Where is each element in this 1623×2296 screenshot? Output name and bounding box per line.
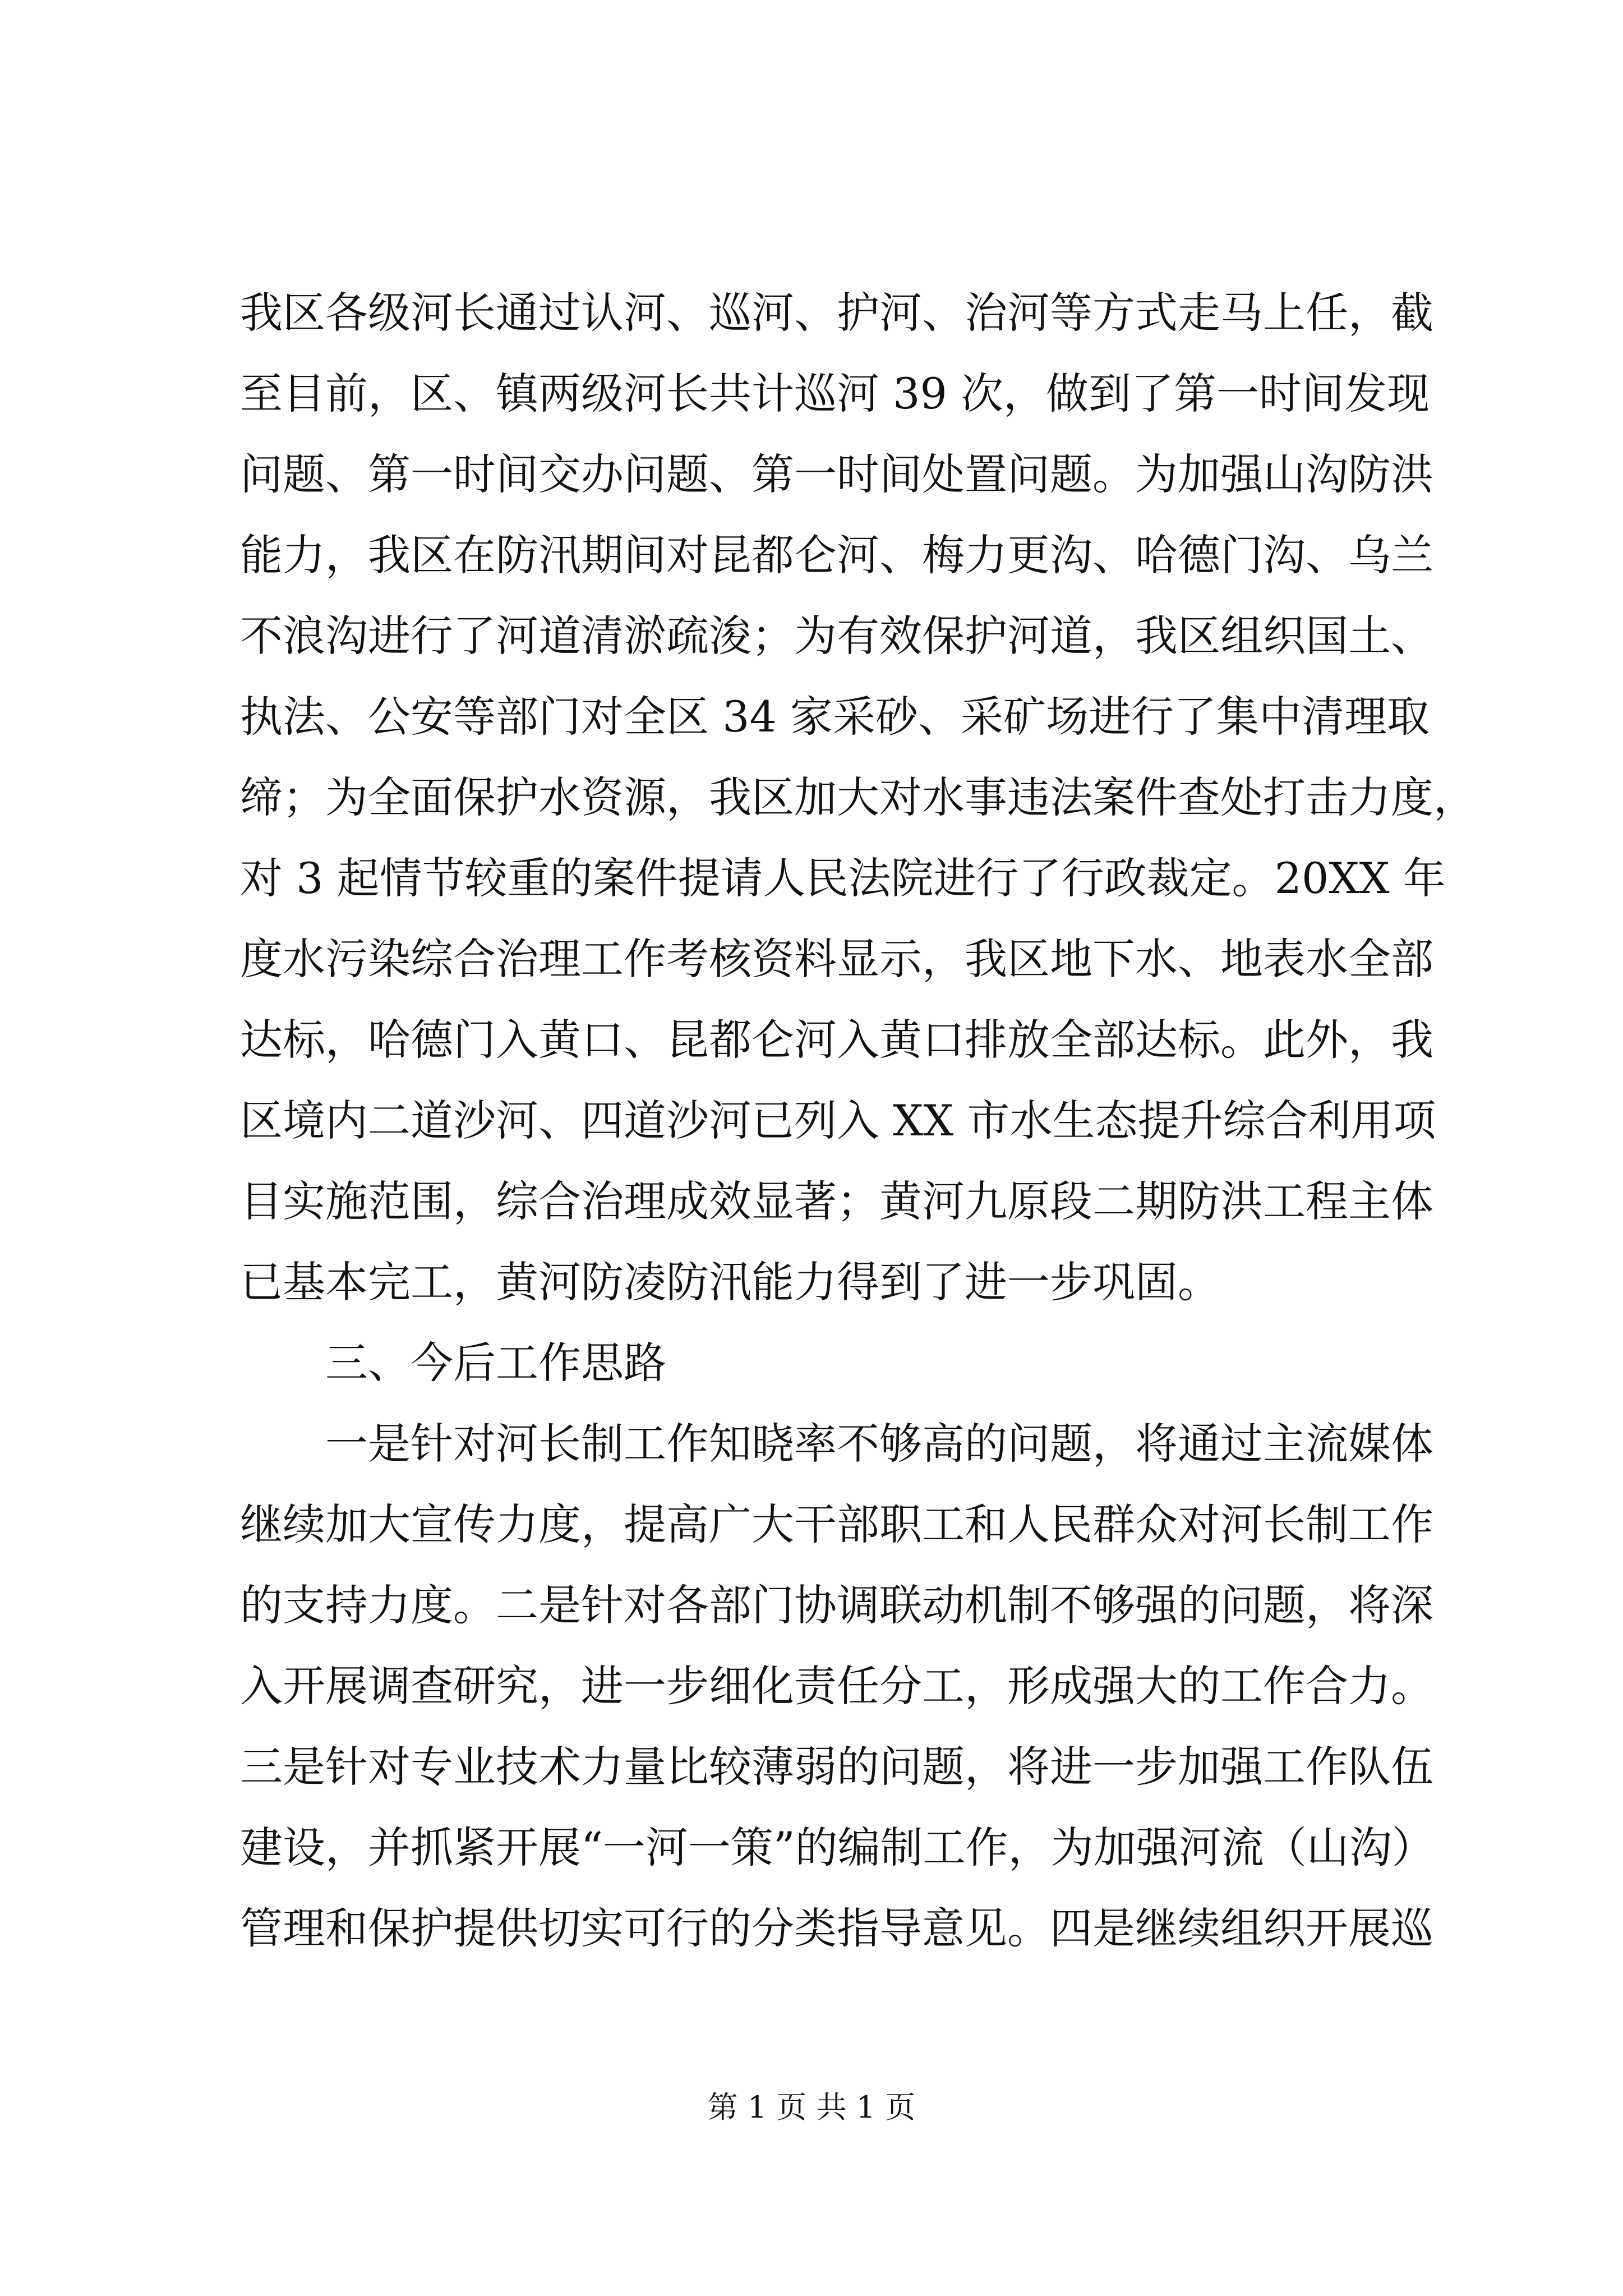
text-line: 入开展调查研究，进一步细化责任分工，形成强大的工作合力。 [240,1661,1433,1711]
text-line: 问题、第一时间交办问题、第一时间处置问题。为加强山沟防洪 [240,449,1433,499]
text-line: 能力，我区在防汛期间对昆都仑河、梅力更沟、哈德门沟、乌兰 [240,530,1433,580]
text-line: 管理和保护提供切实可行的分类指导意见。四是继续组织开展巡 [240,1903,1433,1953]
text-line: 我区各级河长通过认河、巡河、护河、治河等方式走马上任，截 [240,288,1433,338]
text-line: 度水污染综合治理工作考核资料显示，我区地下水、地表水全部 [240,934,1433,984]
body-text [240,273,1476,1969]
text-line: 达标，哈德门入黄口、昆都仑河入黄口排放全部达标。此外，我 [240,1015,1433,1065]
text-line: 缔；为全面保护水资源，我区加大对水事违法案件查处打击力度， [240,772,1476,822]
section-heading: 三、今后工作思路 [325,1338,666,1388]
text-line: 已基本完工，黄河防凌防汛能力得到了进一步巩固。 [240,1257,1220,1307]
text-line: 不浪沟进行了河道清淤疏浚；为有效保护河道，我区组织国土、 [240,611,1433,661]
text-line: 对 3 起情节较重的案件提请人民法院进行了行政裁定。20XX 年 [240,853,1446,903]
text-line: 继续加大宣传力度，提高广大干部职工和人民群众对河长制工作 [240,1499,1433,1549]
text-line: 目实施范围，综合治理成效显著；黄河九原段二期防洪工程主体 [240,1176,1433,1226]
page-number-footer: 第 1 页 共 1 页 [707,2090,916,2125]
text-line: 三是针对专业技术力量比较薄弱的问题，将进一步加强工作队伍 [240,1742,1433,1792]
text-line: 至目前，区、镇两级河长共计巡河 39 次，做到了第一时间发现 [240,369,1430,418]
text-line: 区境内二道沙河、四道沙河已列入 XX 市水生态提升综合利用项 [240,1096,1436,1145]
text-line: 建设，并抓紧开展“一河一策”的编制工作，为加强河流（山沟） [240,1823,1435,1872]
text-line: 的支持力度。二是针对各部门协调联动机制不够强的问题，将深 [240,1580,1433,1630]
text-line: 执法、公安等部门对全区 34 家采砂、采矿场进行了集中清理取 [240,692,1430,742]
text-line: 一是针对河长制工作知晓率不够高的问题，将通过主流媒体 [325,1419,1433,1469]
